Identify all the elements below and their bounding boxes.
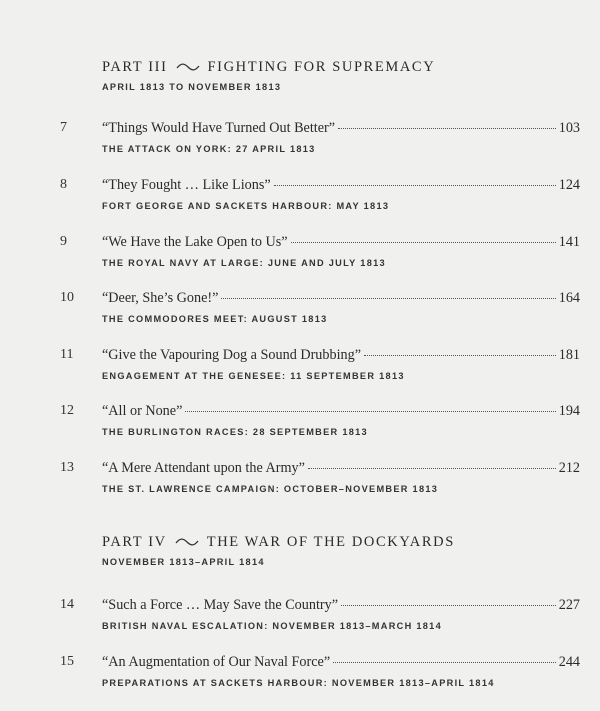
dot-leader	[308, 468, 556, 469]
toc-entry[interactable]	[60, 176, 580, 212]
dot-leader	[364, 355, 556, 356]
page-number: 194	[558, 403, 580, 419]
dot-leader	[221, 298, 555, 299]
toc-entry[interactable]	[60, 459, 580, 495]
part-title: THE WAR OF THE DOCKYARDS	[206, 534, 455, 550]
swash-ornament-icon	[176, 62, 200, 72]
chapter-subtitle: FORT GEORGE AND SACKETS HARBOUR: MAY 1813	[102, 201, 390, 211]
page-number: 244	[558, 654, 580, 670]
chapter-subtitle: THE COMMODORES MEET: AUGUST 1813	[102, 314, 328, 324]
chapter-title: “Such a Force … May Save the Country”	[102, 597, 339, 613]
page-number: 212	[558, 460, 580, 476]
chapter-title: “All or None”	[102, 403, 183, 419]
chapter-number: 13	[60, 460, 74, 475]
dot-leader	[291, 242, 556, 243]
chapter-title: “Deer, She’s Gone!”	[102, 290, 219, 306]
page-number: 103	[558, 120, 580, 136]
chapter-subtitle: THE ATTACK ON YORK: 27 APRIL 1813	[102, 144, 316, 154]
toc-entry[interactable]	[60, 346, 580, 382]
swash-ornament-icon	[175, 537, 199, 547]
chapter-title: “Give the Vapouring Dog a Sound Drubbing”	[102, 347, 362, 363]
part-title-line	[102, 58, 572, 76]
page-number: 164	[558, 290, 580, 306]
dot-leader	[185, 411, 555, 412]
chapter-number: 12	[60, 403, 74, 418]
chapter-title: “An Augmentation of Our Naval Force”	[102, 654, 331, 670]
page-number: 124	[558, 177, 580, 193]
chapter-subtitle: THE ST. LAWRENCE CAMPAIGN: OCTOBER–NOVEMBER 1813	[102, 484, 439, 494]
part-heading: PART III	[102, 59, 168, 75]
chapter-number: 11	[60, 347, 74, 362]
chapter-title: “A Mere Attendant upon the Army”	[102, 460, 305, 476]
chapter-subtitle: THE BURLINGTON RACES: 28 SEPTEMBER 1813	[102, 427, 368, 437]
toc-entry[interactable]	[60, 289, 580, 325]
page-number: 227	[558, 597, 580, 613]
chapter-title: “We Have the Lake Open to Us”	[102, 234, 288, 250]
chapter-number: 7	[60, 120, 67, 135]
part-header	[102, 533, 572, 567]
part-dates: NOVEMBER 1813–APRIL 1814	[102, 557, 265, 567]
page-number: 141	[558, 234, 580, 250]
chapter-number: 10	[60, 290, 74, 305]
page-number: 181	[558, 347, 580, 363]
part-dates: APRIL 1813 TO NOVEMBER 1813	[102, 82, 282, 92]
part-title: FIGHTING FOR SUPREMACY	[207, 59, 436, 75]
dot-leader	[341, 605, 556, 606]
chapter-subtitle: BRITISH NAVAL ESCALATION: NOVEMBER 1813–MARCH 1814	[102, 621, 442, 631]
dot-leader	[338, 128, 556, 129]
part-header	[102, 58, 572, 92]
chapter-number: 9	[60, 234, 67, 249]
toc-entry[interactable]	[60, 653, 580, 689]
part-title-line	[102, 533, 572, 551]
chapter-number: 8	[60, 177, 67, 192]
chapter-title: “They Fought … Like Lions”	[102, 177, 271, 193]
part-heading: PART IV	[102, 534, 167, 550]
toc-entry[interactable]	[60, 596, 580, 632]
chapter-subtitle: ENGAGEMENT AT THE GENESEE: 11 SEPTEMBER 1813	[102, 371, 405, 381]
chapter-subtitle: PREPARATIONS AT SACKETS HARBOUR: NOVEMBER 1813–APRIL 1814	[102, 678, 495, 688]
toc-entry[interactable]	[60, 402, 580, 438]
chapter-number: 14	[60, 597, 74, 612]
dot-leader	[333, 662, 556, 663]
chapter-number: 15	[60, 654, 74, 669]
dot-leader	[274, 185, 556, 186]
toc-entry[interactable]	[60, 119, 580, 155]
chapter-title: “Things Would Have Turned Out Better”	[102, 120, 336, 136]
chapter-subtitle: THE ROYAL NAVY AT LARGE: JUNE AND JULY 1813	[102, 258, 386, 268]
toc-entry[interactable]	[60, 233, 580, 269]
